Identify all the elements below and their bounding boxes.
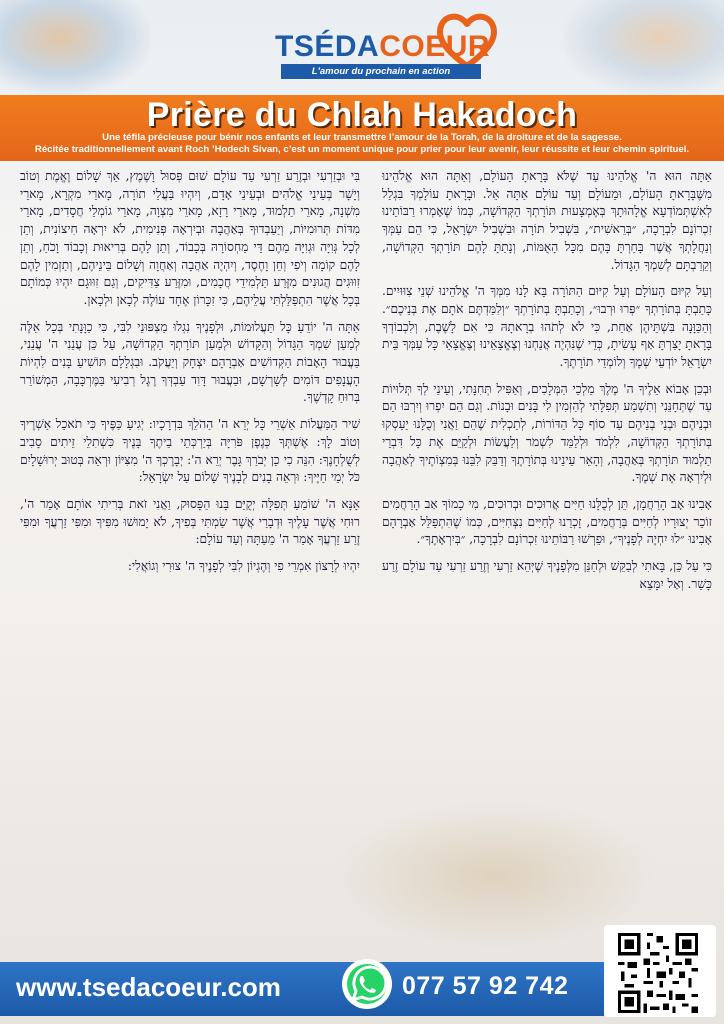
- prayer-paragraph: אָבִינוּ אָב הָרַחֲמָן, תֵּן לְכֻלָּנוּ חַיִּים אֲרוּכִים וּבְרוּכִים, מִי כָמוֹךָ אַב הָרַחֲמִים זוֹכֵר יְצוּרָיו לְחַיִּים בְּרַחֲמִים, זָכְרֵנוּ לְחַיִּים נִצְחִיִּים, כְּמוֹ שֶׁהִתְפַּלֵּל אַבְרָהָם אָבִינוּ ״לוּ יִחְיֶה לְפָנֶיךָ״, וּפֵרְשׁוּ רַבּוֹתֵינוּ זִכְרוֹנָם לִבְרָכָה, ״בְּיִרְאָתֶךָ״.: [382, 496, 712, 547]
- prayer-column-right: [382, 168, 712, 602]
- brand-name-part1: TSÉDA: [275, 30, 380, 63]
- prayer-paragraph: שִׁיר הַמַּעֲלוֹת אַשְׁרֵי כָּל יְרֵא ה' הַהֹלֵךְ בִּדְרָכָיו: יְגִיעַ כַּפֶּיךָ כִּי תֹאכֵל אַשְׁרֶיךָ וְטוֹב לָךְ: אֶשְׁתְּךָ כְּגֶפֶן פֹּרִיָּה בְּיַרְכְּתֵי בֵיתֶךָ בָּנֶיךָ כִּשְׁתִלֵי זֵיתִים סָבִיב לְשֻׁלְחָנֶךָ: הִנֵּה כִי כֵן יְבֹרַךְ גָּבֶר יְרֵא ה': יְבָרֶכְךָ ה' מִצִּיּוֹן וּרְאֵה בְּטוּב יְרוּשָׁלָיִם כֹּל יְמֵי חַיֶּיךָ: וּרְאֵה בָנִים לְבָנֶיךָ שָׁלוֹם עַל יִשְׂרָאֵל:: [20, 417, 360, 485]
- brand-name: [275, 30, 490, 64]
- prayer-paragraph: בִּי וּבְזַרְעִי וּבְזֶרַע זַרְעִי עַד עוֹלָם שׁוּם פְּסוּל וָשֶׁמֶץ, אַךְ שָׁלוֹם וֶאֱמֶת וְטוֹב וְיָשָׁר בְּעֵינֵי אֱלֹהִים וּבְעֵינֵי אָדָם, וְיִהְיוּ בַּעֲלֵי תוֹרָה, מָארֵי מִקְרָא, מָארֵי מִשְׁנָה, מָארֵי תַלְמוּד, מָארֵי רָזָא, מָארֵי מִצְוָה, מָארֵי גוֹמְלֵי חֲסָדִים, מָארֵי מִדּוֹת תְּרוּמִיּוֹת, וְיַעַבְדוּךָ בְּאַהֲבָה וּבְיִרְאָה פְּנִימִית, לֹא יִרְאָה חִיצוֹנִית, וְתֵן לְכָל גְּוִיָּה וּגְוִיָּה מֵהֶם דֵּי מַחְסוֹרָהּ בְּכָבוֹד, וְתֵן לָהֶם בְּרִיאוּת וְכָבוֹד וָכֹחַ, וְתֵן לָהֶם קוֹמָה וְיֹפִי וְחֵן וָחֶסֶד, וְיִהְיֶה אַהֲבָה וְאַחֲוָה וְשָׁלוֹם בֵּינֵיהֶם, וְתַזְמִין לָהֶם זִוּוּגִים הֲגוּנִים מִזֶּרַע תַּלְמִידֵי חֲכָמִים, וּמִזֶּרַע צַדִּיקִים, וְגַם זִוּוּגָם יִהְיוּ כְּמוֹתָם בְּכָל אֲשֶׁר הִתְפַּלַּלְתִּי עֲלֵיהֶם, כִּי זִכָּרוֹן אֶחָד עוֹלֶה לְכָאן וּלְכָאן.: [20, 169, 360, 307]
- prayer-column-left: [20, 168, 360, 585]
- whatsapp-icon[interactable]: [341, 958, 393, 1010]
- website-link[interactable]: www.tsedacoeur.com: [16, 972, 281, 1002]
- prayer-paragraph: אַתָּה הוּא ה' אֱלֹהֵינוּ עַד שֶׁלֹּא בָּרָאתָ הָעוֹלָם, וְאַתָּה הוּא אֱלֹהֵינוּ מִשֶּׁבָּרָאתָ הָעוֹלָם, וּמֵעוֹלָם וְעַד עוֹלָם אַתָּה אֵל. וּבָרָאתָ עוֹלָמְךָ בִּגְלַל לְאִשְׁתְּמוֹדְעָא אֱלָהוּתָךְ בְּאֶמְצָעוּת תּוֹרָתְךָ הַקְּדוֹשָׁה, כְּמוֹ שֶׁאָמְרוּ רַבּוֹתֵינוּ זִכְרוֹנָם לִבְרָכָה, ״בְּרֵאשִׁית״, בִּשְׁבִיל תּוֹרָה וּבִשְׁבִיל יִשְׂרָאֵל, כִּי הֵם עַמְּךָ וְנַחֲלָתְךָ אֲשֶׁר בָּחַרְתָּ בָּהֶם מִכָּל הָאֻמּוֹת, וְנָתַתָּ לָהֶם תּוֹרָתְךָ הַקְּדוֹשָׁה, וְקֵרַבְתָּם לְשִׁמְךָ הַגָּדוֹל.: [382, 169, 712, 272]
- prayer-paragraph: וּבְכֵן אָבוֹא אֵלֶיךָ ה' מֶלֶךְ מַלְכֵי הַמְּלָכִים, וְאַפִּיל תְּחִנָּתִי, וְעֵינַי לְךָ תְּלוּיוֹת עַד שֶׁתְּחָנֵּנִי וְתִשְׁמַע תְּפִלָּתִי לְהַזְמִין לִי בָּנִים וּבָנוֹת. וְגַם הֵם יִפְרוּ וְיִרְבּוּ הֵם וּבְנֵיהֶם וּבְנֵי בְנֵיהֶם עַד סוֹף כָּל הַדּוֹרוֹת, לְתַכְלִית שֶׁהֵם וַאֲנִי וְכֻלָּנוּ יַעַסְקוּ בְּתוֹרָתְךָ הַקְּדוֹשָׁה, לִלְמֹד וּלְלַמֵּד לִשְׁמֹר וְלַעֲשׂוֹת וּלְקַיֵּם אֶת כָּל דִּבְרֵי תַלְמוּד תּוֹרָתְךָ בְּאַהֲבָה, וְהָאֵר עֵינֵינוּ בְּתוֹרָתֶךָ וְדַבֵּק לִבֵּנוּ בְּמִצְוֹתֶיךָ לְאַהֲבָה וּלְיִרְאָה אֶת שְׁמֶךָ.: [382, 381, 712, 485]
- qr-code[interactable]: [604, 925, 716, 1017]
- prayer-paragraph: וְעַל קִיּוּם הָעוֹלָם וְעַל קִיּוּם הַתּוֹרָה בָּא לָנוּ מִמְּךָ ה' אֱלֹהֵינוּ שְׁנֵי צִוּוּיִים. כָּתַבְתָּ בְּתוֹרָתְךָ ״פְּרוּ וּרְבוּ״, וְכָתַבְתָּ בְּתוֹרָתְךָ ״וְלִמַּדְתֶּם אֹתָם אֶת בְּנֵיכֶם״. וְהַכַּוָּנָה בִּשְׁתֵּיהֶן אַחַת, כִּי לֹא לְתֹהוּ בְרָאתָהּ כִּי אִם לָשֶׁבֶת, וְלִכְבוֹדְךָ בָּרָאתָ יָצַרְתָּ אַף עָשִׂיתָ, כְּדֵי שֶׁנִּהְיֶה אֲנַחְנוּ וְצֶאֱצָאֵינוּ וְצֶאֱצָאֵי כָּל עַמְּךָ בֵּית יִשְׂרָאֵל יוֹדְעֵי שְׁמֶךָ וְלוֹמְדֵי תוֹרָתֶךָ.: [382, 284, 712, 370]
- brand-name-part2: COEUR: [379, 30, 491, 63]
- subtitle-line-1: Une téfila précieuse pour bénir nos enfants et leur transmettre l’amour de la Torah, de la droiture et de la sagesse.: [102, 132, 622, 143]
- subtitle-line-2: Récitée traditionnellement avant Roch ’Hodech Sivan, c’est un moment unique pour prier pour leur avenir, leur réussite et leur chemin spirituel.: [34, 144, 690, 155]
- brand-tagline: L'amour du prochain en action: [281, 64, 481, 79]
- prayer-paragraph: יִהְיוּ לְרָצוֹן אִמְרֵי פִי וְהֶגְיוֹן לִבִּי לְפָנֶיךָ ה' צוּרִי וְגוֹאֲלִי:: [127, 559, 360, 574]
- qr-code-icon: [618, 933, 698, 1013]
- title-banner: [0, 95, 724, 161]
- background-photo-man: [564, 0, 724, 95]
- page-title: Prière du Chlah Hakadoch: [146, 96, 578, 134]
- prayer-paragraph: כִּי עַל כֵּן, בָּאתִי לְבַקֵּשׁ וּלְחַנֵּן מִלְּפָנֶיךָ שֶׁיְּהֵא זַרְעִי וְזֶרַע זַרְעִי עַד עוֹלָם זֶרַע כָּשֵׁר. וְאַל יִמָּצֵא: [382, 559, 712, 591]
- footer-bar: [0, 962, 604, 1016]
- brand-logo: [275, 10, 505, 78]
- prayer-paragraph: אָנָּא ה' שׁוֹמֵעַ תְּפִלָּה יְקֻיַּם בָּנוּ הַפָּסוּק, וַאֲנִי זֹאת בְּרִיתִי אוֹתָם אָמַר ה', רוּחִי אֲשֶׁר עָלֶיךָ וּדְבָרַי אֲשֶׁר שַׂמְתִּי בְּפִיךָ, לֹא יָמוּשׁוּ מִפִּיךָ וּמִפִּי זַרְעֲךָ וּמִפִּי זֶרַע זַרְעֲךָ אָמַר ה' מֵעַתָּה וְעַד עוֹלָם:: [20, 496, 360, 547]
- phone-number[interactable]: 077 57 92 742: [402, 972, 569, 1000]
- prayer-paragraph: אַתָּה ה' יוֹדֵעַ כָּל תַּעֲלוּמוֹת, וּלְפָנֶיךָ נִגְלוּ מַצְפּוּנֵי לִבִּי, כִּי כַוָּנָתִי בְּכָל אֵלֶּה לְמַעַן שִׁמְךָ הַגָּדוֹל וְהַקָּדוֹשׁ וּלְמַעַן תּוֹרָתְךָ הַקְּדוֹשָׁה, עַל כֵּן עֲנֵנִי ה' עֲנֵנִי, בַּעֲבוּר הָאָבוֹת הַקְּדוֹשִׁים אַבְרָהָם יִצְחָק וְיַעֲקֹב. וּבִגְלָלָם תּוֹשִׁיעַ בָּנִים לִהְיוֹת הָעֲנָפִים דּוֹמִים לְשָׁרְשָׁם, וּבַעֲבוּר דָּוִד עַבְדְּךָ רֶגֶל רְבִיעִי בַּמֶּרְכָּבָה, הַמְשׁוֹרֵר בְּרוּחַ קָדְשֶׁךָ.: [20, 319, 360, 405]
- background-photo-child: [0, 0, 150, 95]
